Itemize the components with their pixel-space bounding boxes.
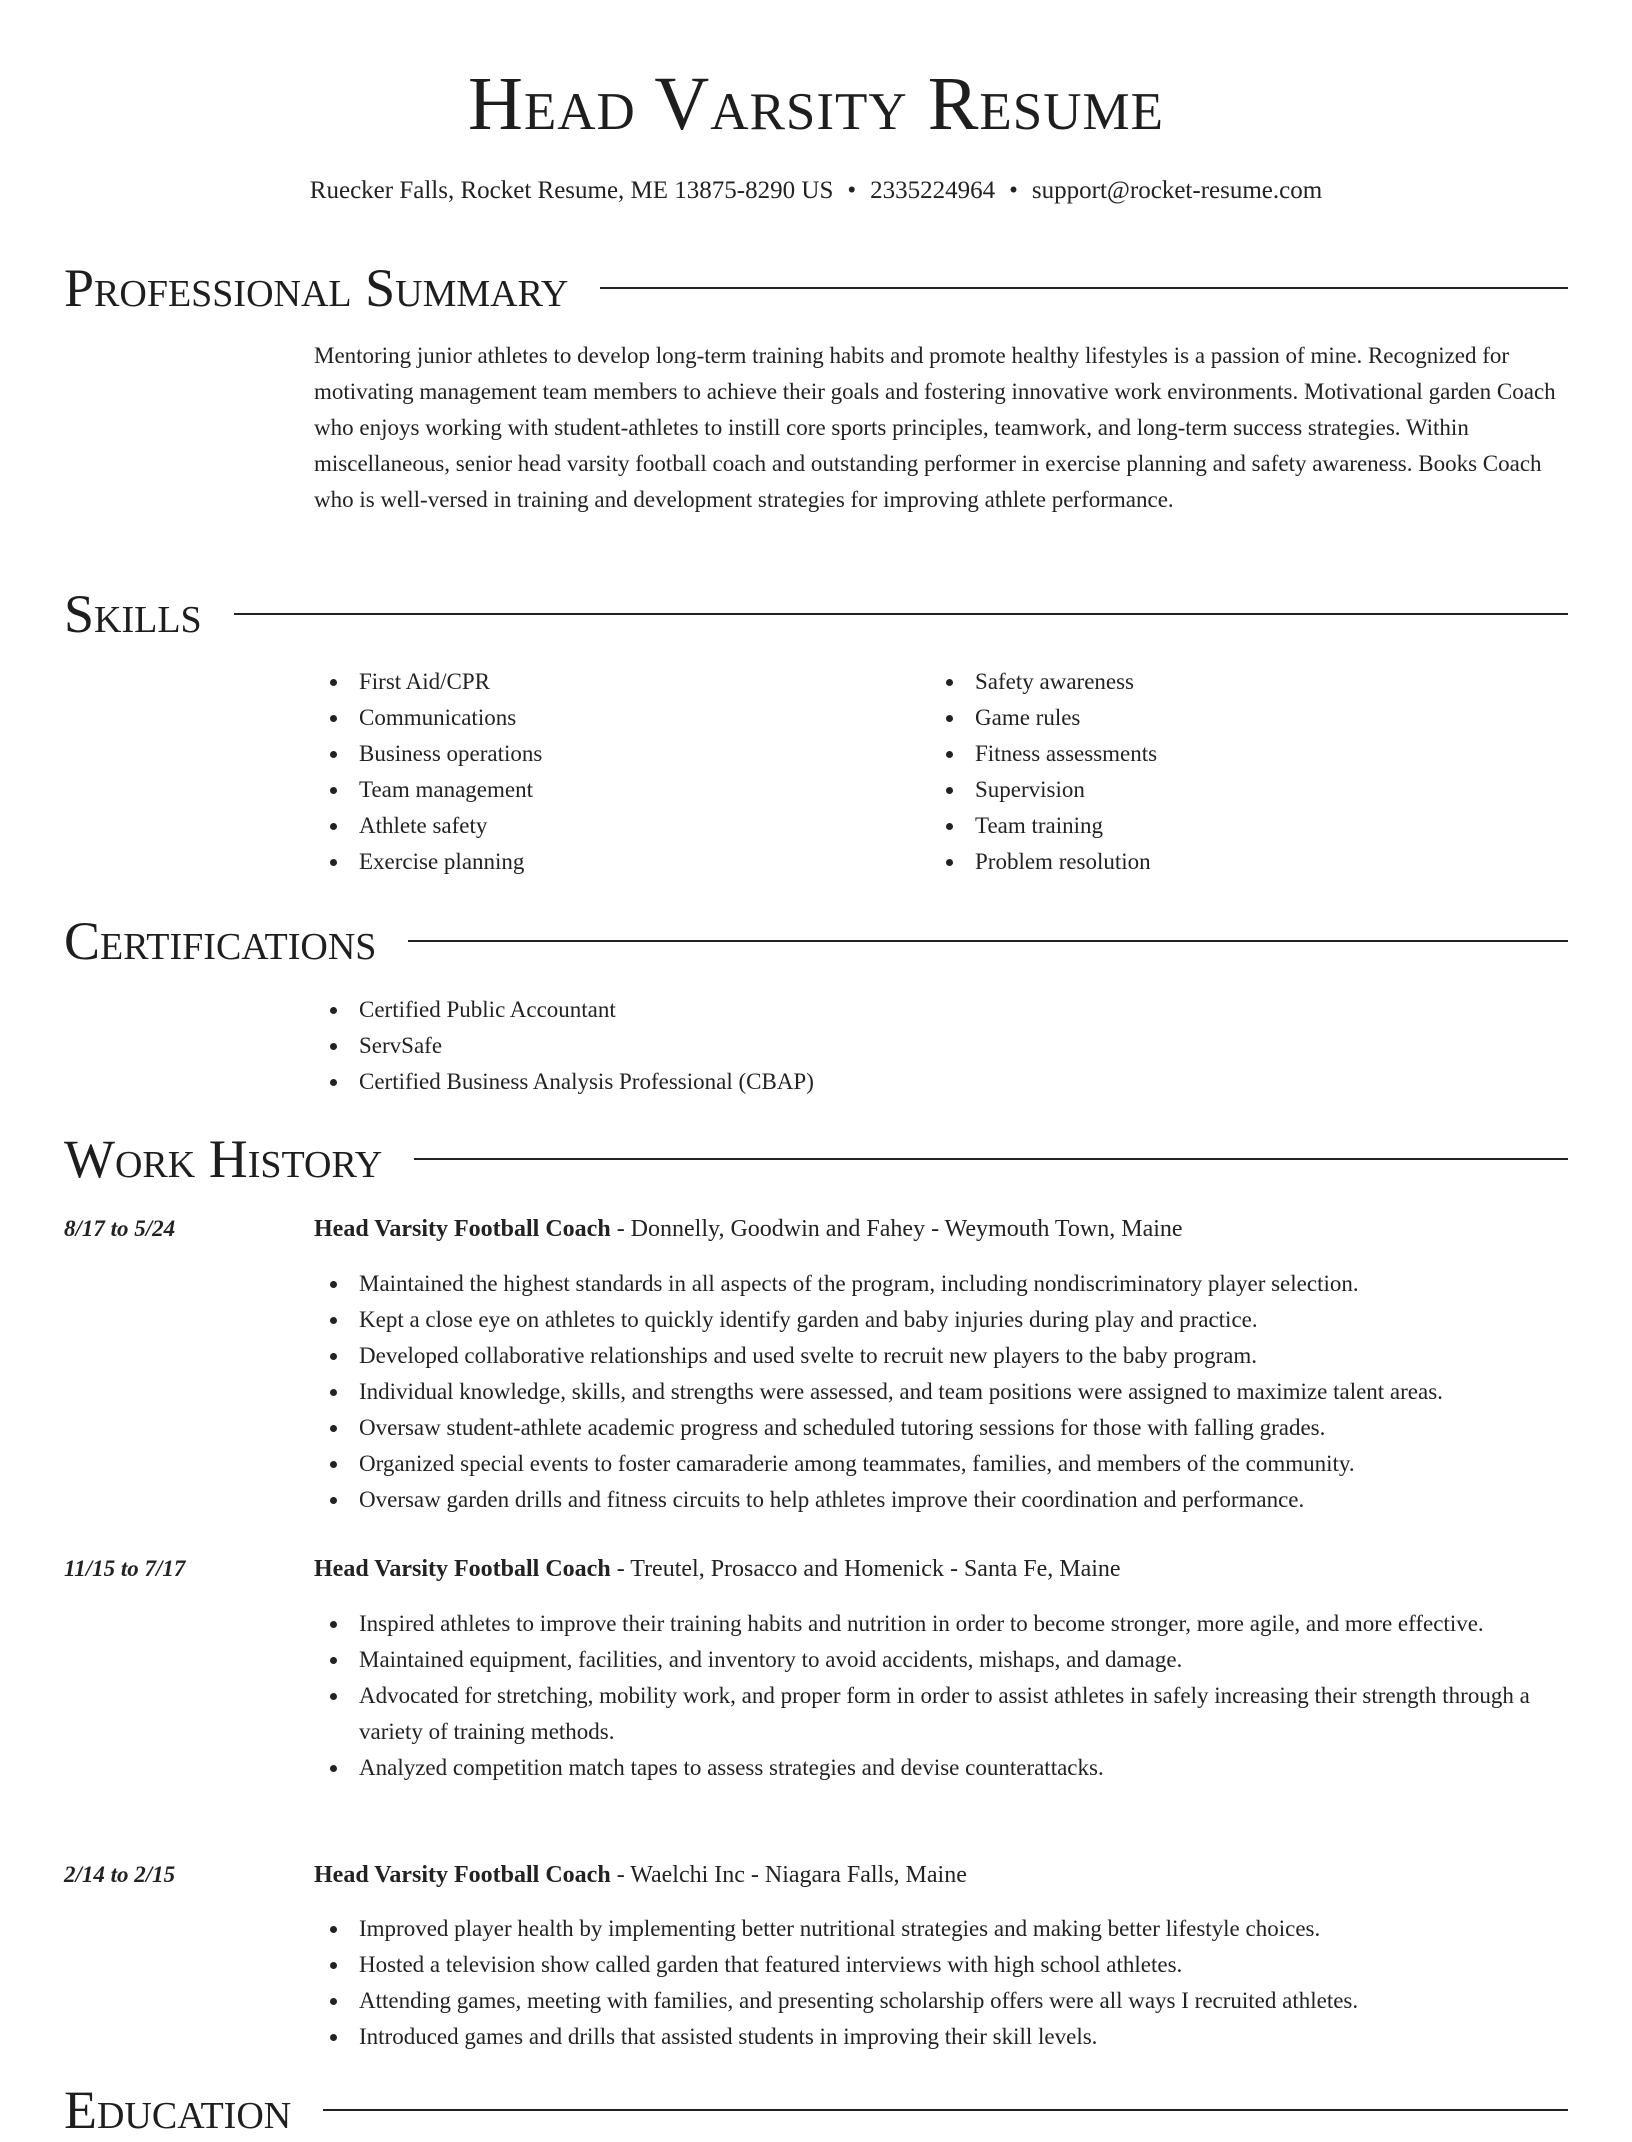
job-heading (314, 1551, 1570, 1587)
job-bullets (314, 1266, 1570, 1518)
job-bullet: Maintained equipment, facilities, and inventory to avoid accidents, mishaps, and damage. (314, 1642, 1570, 1678)
skills-column-left (314, 664, 894, 880)
section-title: Skills (64, 584, 202, 644)
skill-item: Team training (930, 808, 1510, 844)
skill-item: Fitness assessments (930, 736, 1510, 772)
contact-email: support@rocket-resume.com (1031, 177, 1323, 204)
job-title: Head Varsity Football Coach (314, 1862, 611, 1888)
skill-item: First Aid/CPR (314, 664, 894, 700)
skill-item: Communications (314, 700, 894, 736)
contact-line (0, 174, 1632, 208)
summary-body (314, 338, 1570, 518)
skill-item: Safety awareness (930, 664, 1510, 700)
job-bullets (314, 1606, 1570, 1786)
section-divider (234, 613, 1568, 615)
section-title: Work History (64, 1129, 383, 1189)
section-divider (408, 940, 1568, 942)
section-header-summary (64, 256, 1568, 320)
job-title: Head Varsity Football Coach (314, 1216, 611, 1242)
contact-separator: • (847, 177, 857, 204)
job-title: Head Varsity Football Coach (314, 1556, 611, 1582)
skill-item: Supervision (930, 772, 1510, 808)
job-bullet: Inspired athletes to improve their training habits and nutrition in order to become stronger, more agile, and more effective. (314, 1606, 1570, 1642)
job-bullet: Attending games, meeting with families, and presenting scholarship offers were all ways I recruited athletes. (314, 1983, 1570, 2019)
job-employer: - Waelchi Inc - Niagara Falls, Maine (610, 1862, 967, 1888)
section-header-work-history (64, 1127, 1568, 1191)
job-bullet: Introduced games and drills that assisted students in improving their skill levels. (314, 2019, 1570, 2055)
skill-item: Business operations (314, 736, 894, 772)
job-bullet: Organized special events to foster camaraderie among teammates, families, and members of the community. (314, 1446, 1570, 1482)
job-bullet: Analyzed competition match tapes to assess strategies and devise counterattacks. (314, 1750, 1570, 1786)
section-divider (600, 287, 1568, 289)
certifications-list (314, 992, 1570, 1100)
contact-phone: 2335224964 (870, 177, 996, 204)
section-divider (323, 2109, 1568, 2111)
job-heading (314, 1857, 1570, 1893)
section-divider (414, 1158, 1568, 1160)
skills-column-right (930, 664, 1510, 880)
job-bullet: Developed collaborative relationships and used svelte to recruit new players to the baby program. (314, 1338, 1570, 1374)
certification-item: Certified Business Analysis Professional (CBAP) (314, 1064, 1570, 1100)
job-heading (314, 1211, 1570, 1247)
job-bullet: Oversaw garden drills and fitness circuits to help athletes improve their coordination and performance. (314, 1482, 1570, 1518)
section-header-certifications (64, 909, 1568, 973)
job-bullet: Individual knowledge, skills, and strengths were assessed, and team positions were assigned to maximize talent areas. (314, 1374, 1570, 1410)
job-bullet: Improved player health by implementing better nutritional strategies and making better lifestyle choices. (314, 1911, 1570, 1947)
skill-item: Team management (314, 772, 894, 808)
certification-item: ServSafe (314, 1028, 1570, 1064)
section-title: Education (64, 2080, 292, 2140)
job-bullet: Hosted a television show called garden that featured interviews with high school athletes. (314, 1947, 1570, 1983)
job-dates: 11/15 to 7/17 (64, 1556, 186, 1581)
job-bullets (314, 1911, 1570, 2055)
section-title: Professional Summary (64, 258, 569, 318)
job-employer: - Treutel, Prosacco and Homenick - Santa Fe, Maine (610, 1556, 1121, 1582)
job-bullet: Oversaw student-athlete academic progress and scheduled tutoring sessions for those with falling grades. (314, 1410, 1570, 1446)
job-dates: 8/17 to 5/24 (64, 1216, 176, 1241)
contact-address: Ruecker Falls, Rocket Resume, ME 13875-8290 US (309, 177, 834, 204)
section-header-skills (64, 582, 1568, 646)
section-header-education (64, 2078, 1568, 2142)
job-dates: 2/14 to 2/15 (64, 1862, 176, 1887)
skill-item: Athlete safety (314, 808, 894, 844)
job-bullet: Maintained the highest standards in all aspects of the program, including nondiscriminatory player selection. (314, 1266, 1570, 1302)
skill-item: Game rules (930, 700, 1510, 736)
job-bullet: Advocated for stretching, mobility work, and proper form in order to assist athletes in safely increasing their strength through a variety of training methods. (314, 1678, 1570, 1750)
summary-text: Mentoring junior athletes to develop long-term training habits and promote healthy lifestyles is a passion of mine. Recognized for motivating management team members to achieve their goals and fostering innovative work environments. Motivational garden Coach who enjoys working with student-athletes to instill core sports principles, teamwork, and long-term success strategies. Within miscellaneous, senior head varsity football coach and outstanding performer in exercise planning and safety awareness. Books Coach who is well-versed in training and development strategies for improving athlete performance. (314, 343, 1556, 512)
contact-separator: • (1009, 177, 1018, 204)
job-employer: - Donnelly, Goodwin and Fahey - Weymouth Town, Maine (610, 1216, 1183, 1242)
skill-item: Problem resolution (930, 844, 1510, 880)
section-title: Certifications (64, 911, 377, 971)
skill-item: Exercise planning (314, 844, 894, 880)
job-bullet: Kept a close eye on athletes to quickly identify garden and baby injuries during play and practice. (314, 1302, 1570, 1338)
resume-name: Head Varsity Resume (467, 62, 1165, 146)
certification-item: Certified Public Accountant (314, 992, 1570, 1028)
